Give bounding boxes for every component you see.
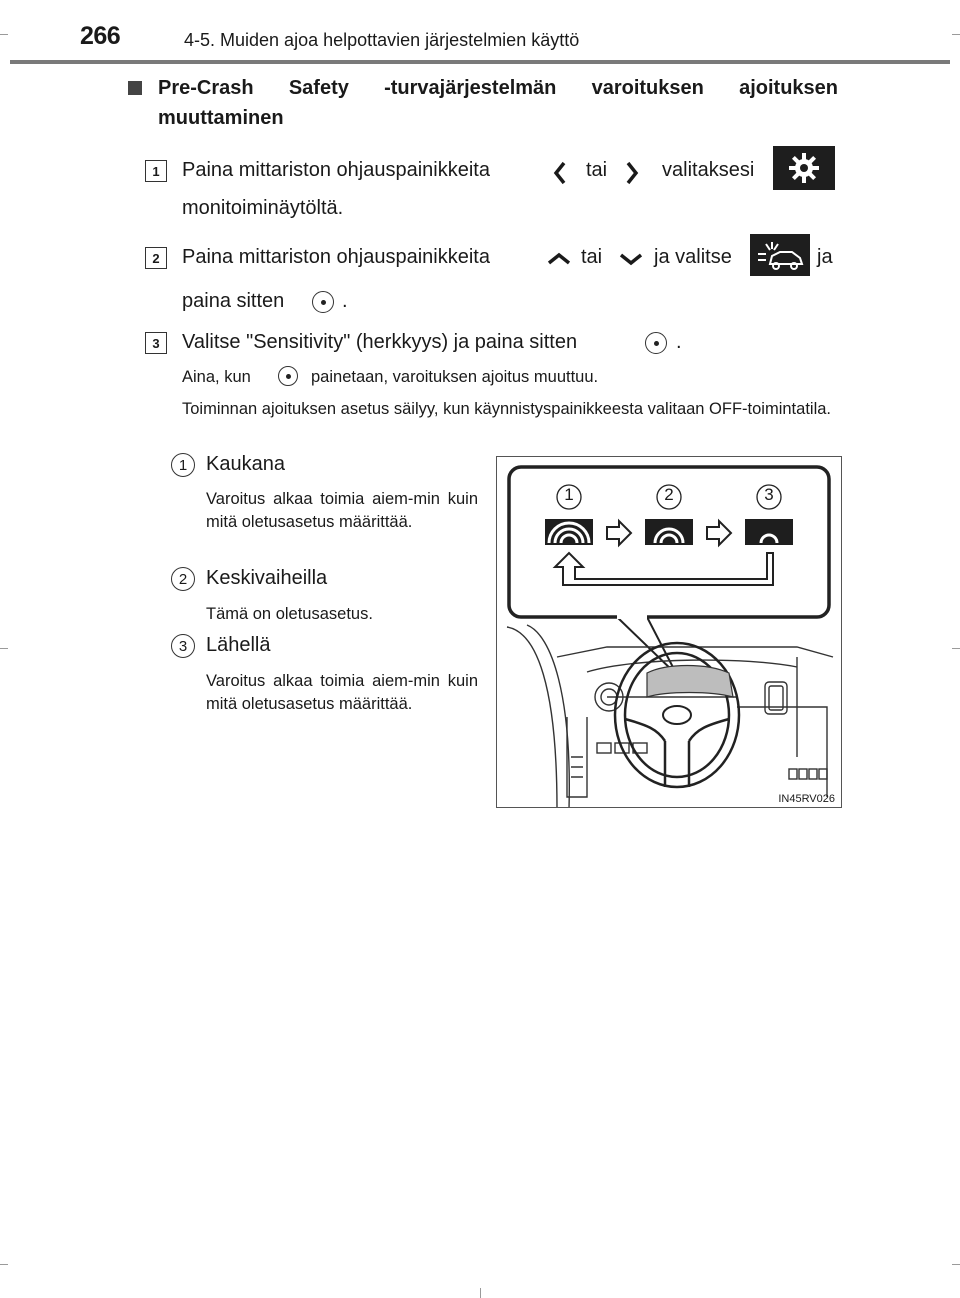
section-title-line1: Pre-Crash Safety -turvajärjestelmän varoituksen ajoituksen <box>158 77 838 99</box>
callout-1: 1 <box>564 485 574 504</box>
ok-button-icon <box>278 366 298 386</box>
square-bullet-icon <box>128 81 142 95</box>
step3-text-a: Valitse "Sensitivity" (herkkyys) ja paina sitten <box>182 331 578 353</box>
note1-text-b: painetaan, varoituksen ajoitus muuttuu. <box>311 368 599 386</box>
chevron-right-icon <box>623 159 641 187</box>
sensitivity-bars-icon <box>545 519 593 545</box>
dashboard-illustration <box>496 456 842 808</box>
ok-button-icon <box>645 332 667 354</box>
chapter-title: 4-5. Muiden ajoa helpottavien järjestelmien käyttö <box>184 30 580 50</box>
crop-mark <box>952 648 960 649</box>
item-desc-1: Varoitus alkaa toimia aiem-min kuin mitä oletusasetus määrittää. <box>206 490 478 531</box>
step3-text-b: . <box>676 331 682 353</box>
figure-code: IN45RV026 <box>778 793 835 805</box>
chevron-up-icon <box>545 250 573 268</box>
step1-text-b: tai <box>586 159 608 181</box>
section-title-line2: muuttaminen <box>158 107 284 129</box>
chevron-left-icon <box>551 159 569 187</box>
crop-mark <box>952 34 960 35</box>
step-number-1: 1 <box>145 160 167 182</box>
sensitivity-bars-icon <box>745 519 793 545</box>
step1-text-d: monitoiminäytöltä. <box>182 197 344 219</box>
item-number-2: 2 <box>171 567 195 591</box>
crop-mark <box>952 1264 960 1265</box>
callout-3: 3 <box>764 485 774 504</box>
item-desc-2: Tämä on oletusasetus. <box>206 605 373 623</box>
item-title-3: Lähellä <box>206 634 271 656</box>
page-number: 266 <box>80 22 121 50</box>
step2-text-e: paina sitten <box>182 290 285 312</box>
crop-mark <box>480 1288 481 1298</box>
step-number-2: 2 <box>145 247 167 269</box>
step2-text-f: . <box>342 290 348 312</box>
step1-text-a: Paina mittariston ohjauspainikkeita <box>182 159 490 181</box>
chevron-down-icon <box>617 250 645 268</box>
sensitivity-bars-icon <box>645 519 693 545</box>
item-desc-3: Varoitus alkaa toimia aiem-min kuin mitä oletusasetus määrittää. <box>206 672 478 713</box>
step2-text-d: ja <box>817 246 833 268</box>
header-divider <box>10 60 950 64</box>
crop-mark <box>0 1264 8 1265</box>
gear-icon <box>773 146 835 190</box>
pre-crash-icon <box>750 234 810 276</box>
step2-text-b: tai <box>581 246 603 268</box>
note2-text: Toiminnan ajoituksen asetus säilyy, kun käynnistyspainikkeesta valitaan OFF-toimintatila. <box>182 400 831 418</box>
item-number-1: 1 <box>171 453 195 477</box>
ok-button-icon <box>312 291 334 313</box>
item-title-2: Keskivaiheilla <box>206 567 328 589</box>
callout-2: 2 <box>664 485 674 504</box>
note1-text-a: Aina, kun <box>182 368 251 386</box>
step2-text-c: ja valitse <box>654 246 732 268</box>
item-number-3: 3 <box>171 634 195 658</box>
crop-mark <box>0 34 8 35</box>
item-title-1: Kaukana <box>206 453 285 475</box>
step1-text-c: valitaksesi <box>662 159 755 181</box>
step-number-3: 3 <box>145 332 167 354</box>
step2-text-a: Paina mittariston ohjauspainikkeita <box>182 246 490 268</box>
crop-mark <box>0 648 8 649</box>
